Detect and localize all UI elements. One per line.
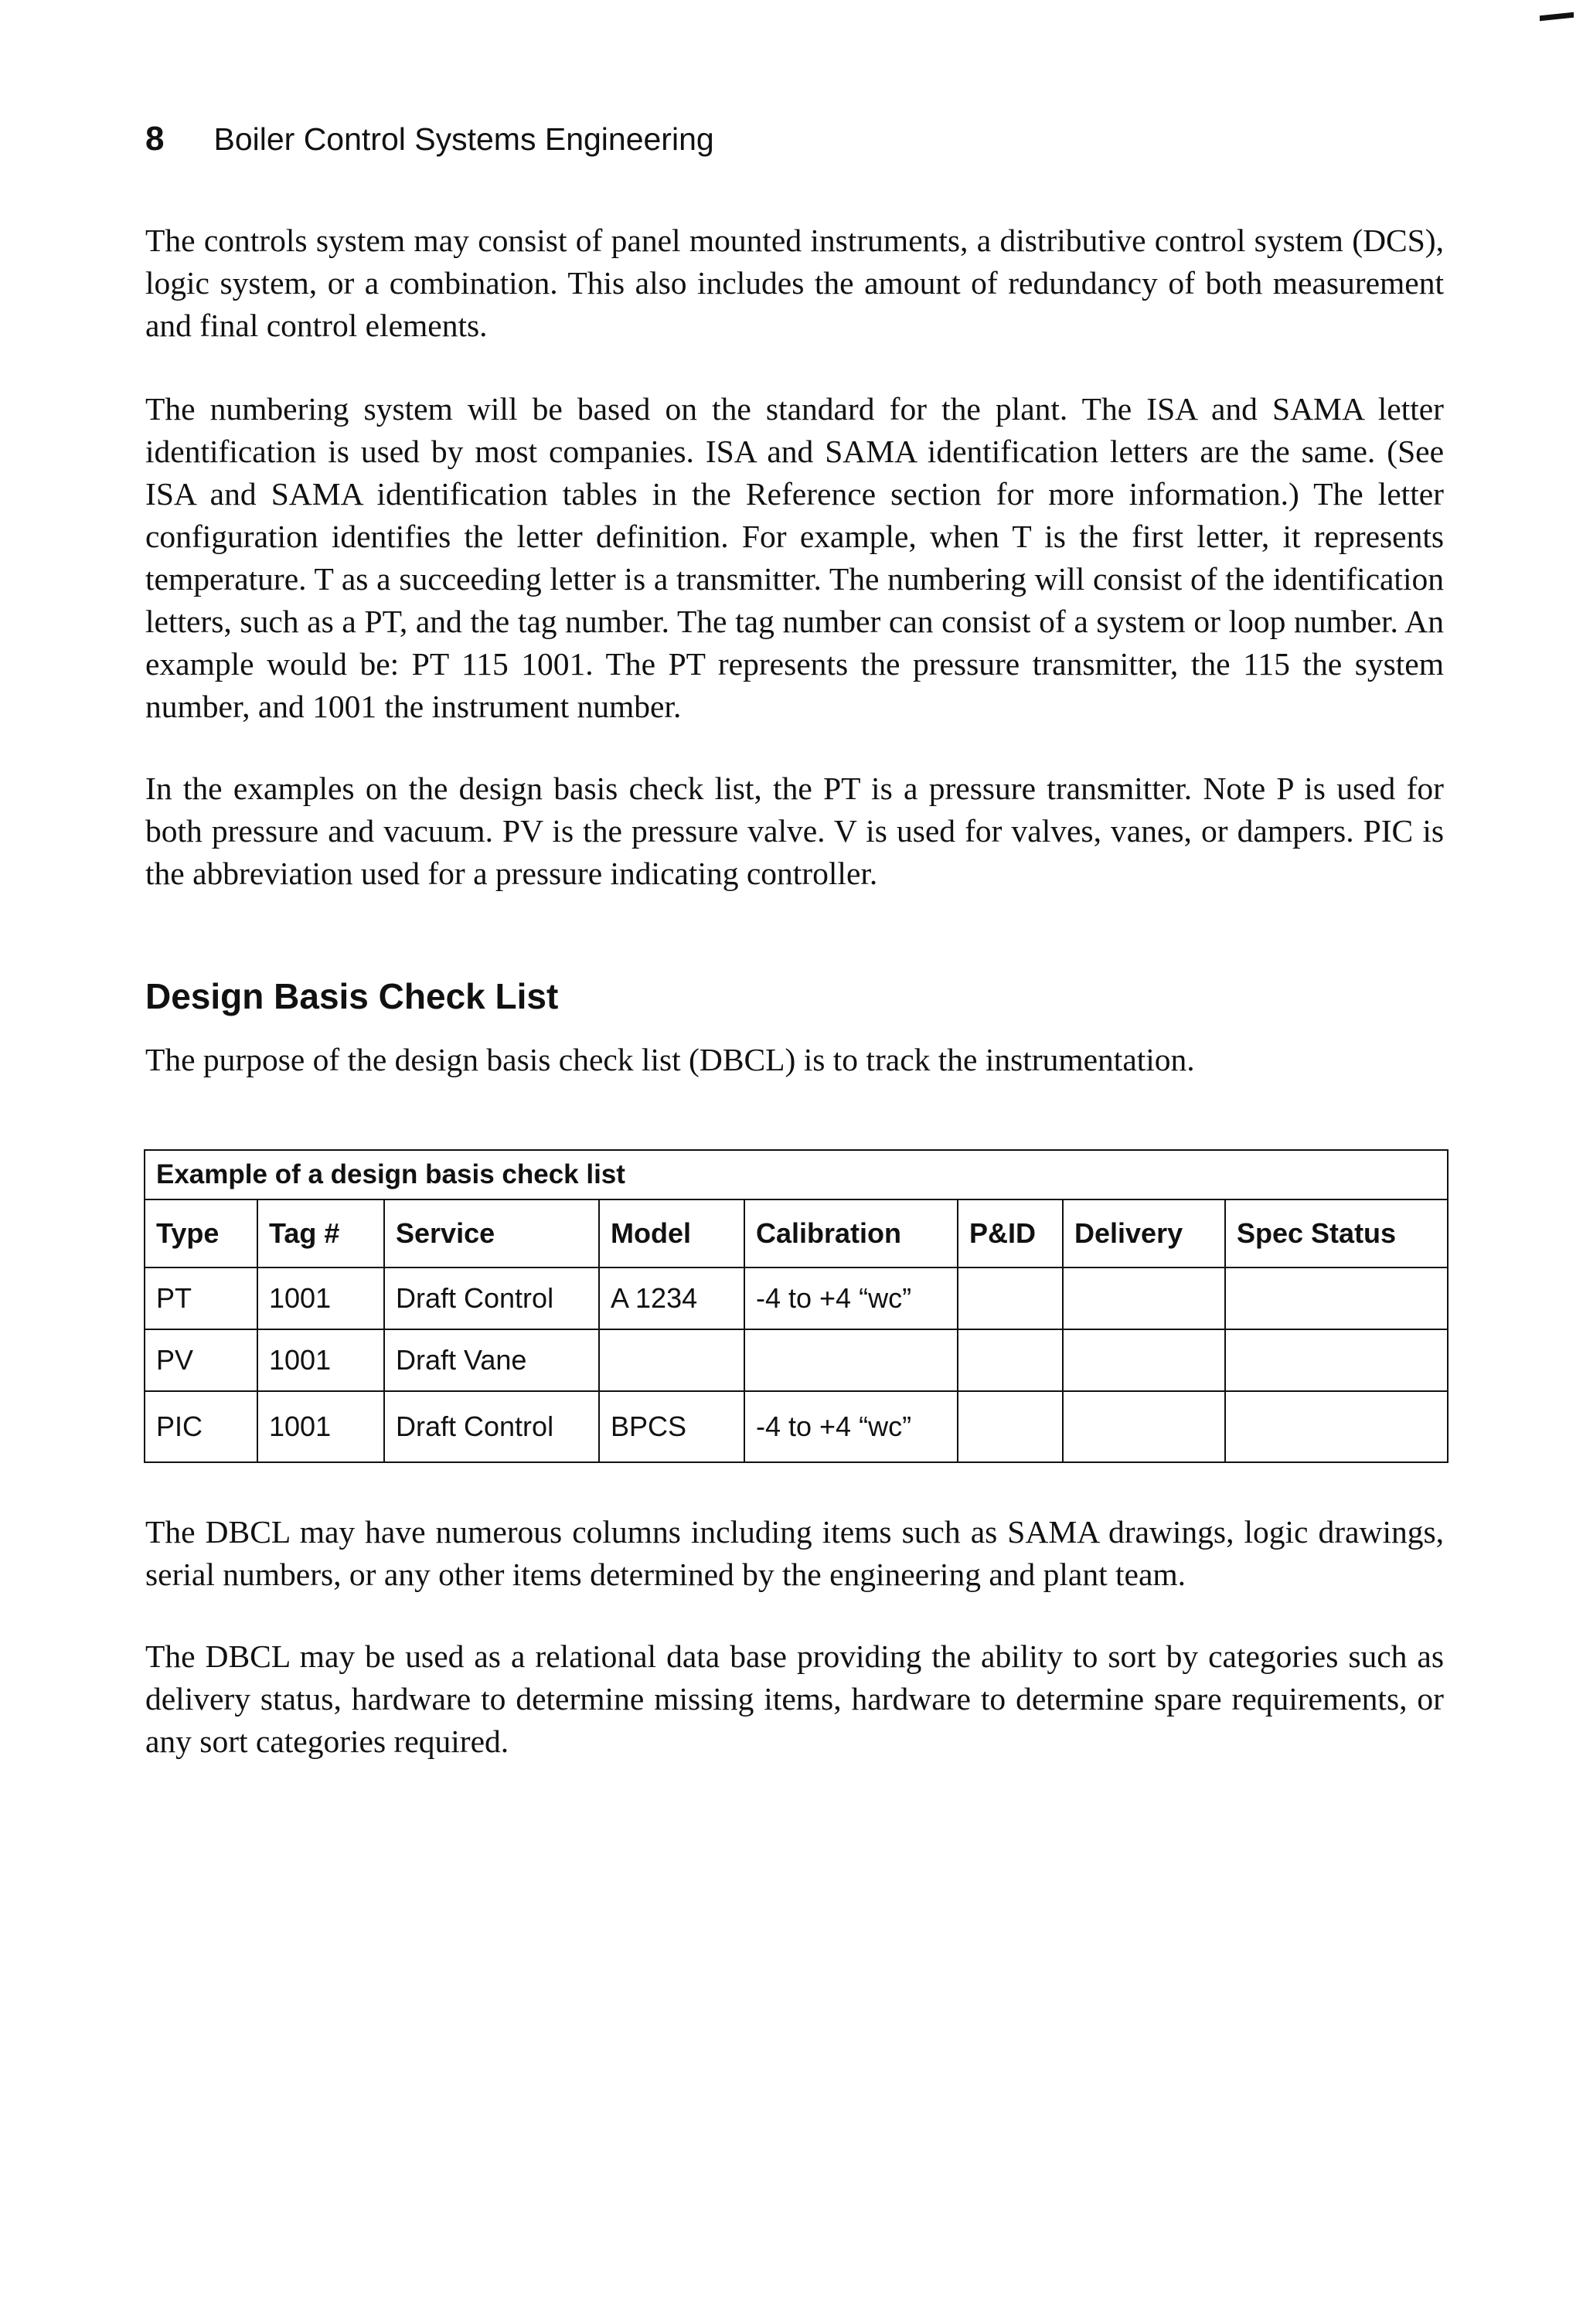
paragraph-examples: In the examples on the design basis check list, the PT is a pressure transmitter. Note P is used for both pressure and vacuum. PV is the pressure valve. V is used for valves, vanes, or dampers. PIC is the abbreviation used for a pressure indicating controller. <box>145 771 1444 891</box>
table-cell: PV <box>145 1329 257 1391</box>
section-heading: Design Basis Check List <box>145 976 559 1016</box>
table-cell <box>599 1329 744 1391</box>
table-body <box>145 1267 1448 1462</box>
column-header: Model <box>599 1199 744 1267</box>
table-cell <box>744 1329 958 1391</box>
column-header: Service <box>384 1199 599 1267</box>
table-row <box>145 1329 1448 1391</box>
paragraph-controls-system: The controls system may consist of panel mounted instruments, a distributive control system (DCS), logic system, or a combination. This also includes the amount of redundancy of both measurement and final control elements. <box>145 223 1444 343</box>
table-cell <box>1063 1267 1225 1329</box>
table-cell: Draft Control <box>384 1391 599 1462</box>
column-header: Delivery <box>1063 1199 1225 1267</box>
paragraph-dbcl-columns: The DBCL may have numerous columns including items such as SAMA drawings, logic drawings, serial numbers, or any other items determined by the engineering and plant team. <box>145 1514 1444 1592</box>
table-cell: 1001 <box>257 1329 384 1391</box>
table-cell: Draft Vane <box>384 1329 599 1391</box>
table-cell <box>1225 1391 1448 1462</box>
paragraph-dbcl-purpose: The purpose of the design basis check list (DBCL) is to track the instrumentation. <box>145 1042 1195 1077</box>
table-cell <box>1063 1329 1225 1391</box>
table-cell <box>958 1391 1063 1462</box>
table-cell: 1001 <box>257 1267 384 1329</box>
table-cell: BPCS <box>599 1391 744 1462</box>
running-header <box>145 114 714 164</box>
column-header: Tag # <box>257 1199 384 1267</box>
table-row <box>145 1391 1448 1462</box>
table-cell <box>958 1329 1063 1391</box>
dbcl-table <box>144 1149 1449 1463</box>
table-cell <box>1225 1267 1448 1329</box>
corner-scan-mark <box>1540 12 1574 22</box>
table-cell: Draft Control <box>384 1267 599 1329</box>
column-header: P&ID <box>958 1199 1063 1267</box>
dbcl-table-container <box>144 1149 1447 1463</box>
table-cell: A 1234 <box>599 1267 744 1329</box>
table-cell: PIC <box>145 1391 257 1462</box>
column-header: Calibration <box>744 1199 958 1267</box>
table-header-row <box>145 1199 1448 1267</box>
table-caption: Example of a design basis check list <box>145 1150 1448 1199</box>
paragraph-numbering-system: The numbering system will be based on the standard for the plant. The ISA and SAMA letter identification is used by most companies. ISA and SAMA identification letters are the same. (See ISA and SAMA identification tables in the Reference section for more information.) The letter configuration identifies the letter definition. For example, when T is the first letter, it represents temperature. T as a succeeding letter is a transmitter. The numbering will consist of the identification letters, such as a PT, and the tag number. The tag number can consist of a system or loop number. An example would be: PT 115 1001. The PT represents the pressure transmitter, the 115 the system number, and 1001 the instrument number. <box>145 391 1444 724</box>
paragraph-dbcl-database: The DBCL may be used as a relational data base providing the ability to sort by categories such as delivery status, hardware to determine missing items, hardware to determine spare requirements, or any sort categories required. <box>145 1638 1444 1759</box>
page-number: 8 <box>145 120 165 158</box>
table-cell: -4 to +4 “wc” <box>744 1391 958 1462</box>
table-cell: 1001 <box>257 1391 384 1462</box>
book-title: Boiler Control Systems Engineering <box>213 121 714 157</box>
table-cell: PT <box>145 1267 257 1329</box>
column-header: Type <box>145 1199 257 1267</box>
table-cell <box>1063 1391 1225 1462</box>
table-cell: -4 to +4 “wc” <box>744 1267 958 1329</box>
table-cell <box>958 1267 1063 1329</box>
table-row <box>145 1267 1448 1329</box>
table-cell <box>1225 1329 1448 1391</box>
column-header: Spec Status <box>1225 1199 1448 1267</box>
